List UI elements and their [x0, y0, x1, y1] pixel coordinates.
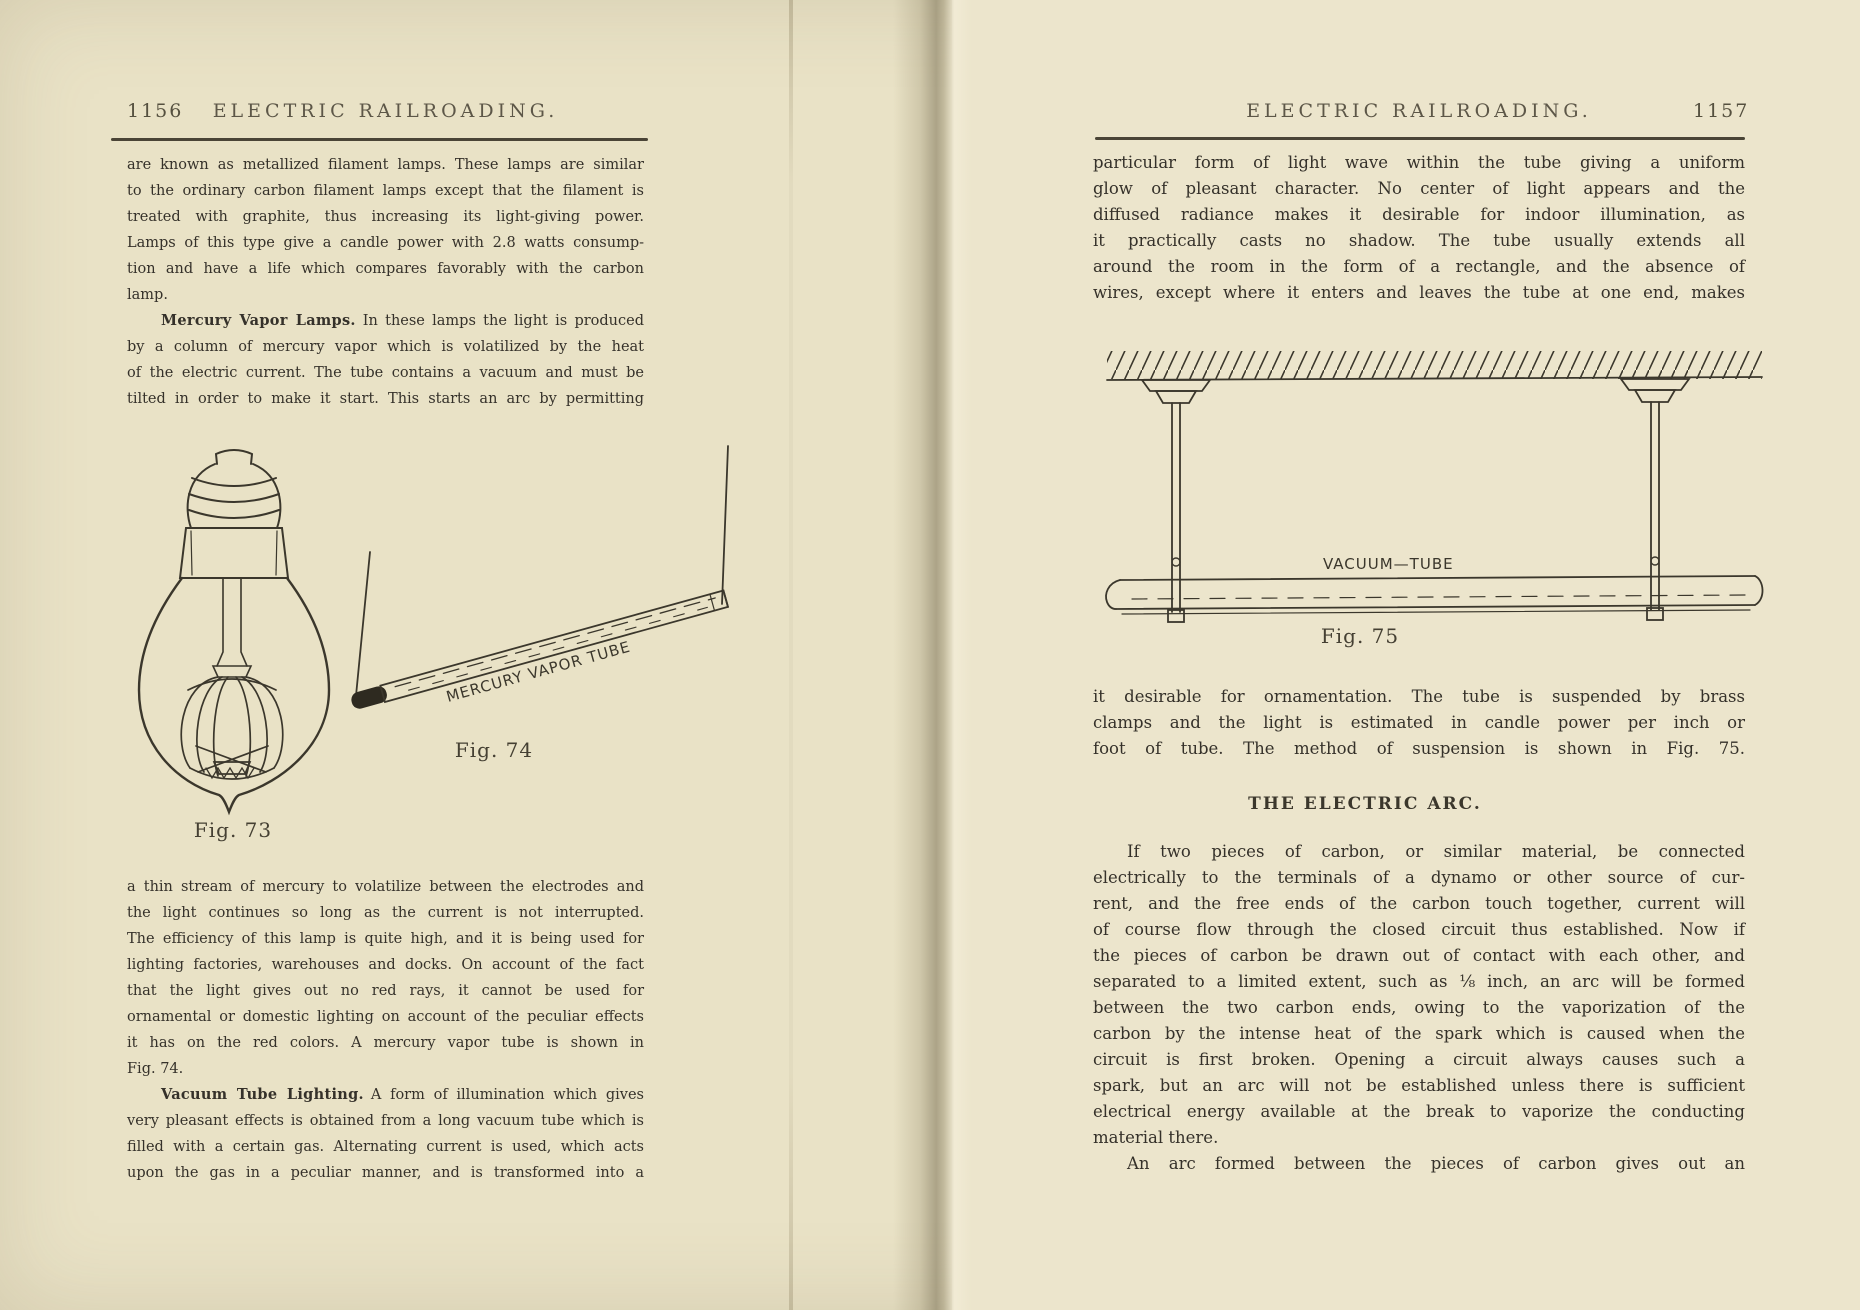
- text-line: filled with a certain gas. Alternating current is used, which acts: [127, 1139, 644, 1155]
- fig75-tube-label: VACUUM—TUBE: [1323, 555, 1454, 573]
- text-line: very pleasant effects is obtained from a long vacuum tube which is: [127, 1113, 644, 1129]
- paragraph-mercury-vapor-lamps: [127, 308, 644, 412]
- text-line: wires, except where it enters and leaves the tube at one end, makes: [1093, 283, 1745, 302]
- text-line: around the room in the form of a rectangle, and the absence of: [1093, 257, 1745, 276]
- paragraph-lead: Vacuum Tube Lighting.: [161, 1086, 364, 1103]
- fig74-caption: Fig. 74: [454, 738, 534, 762]
- page-number-right: 1157: [1693, 100, 1750, 122]
- paragraph-electric-arc: [1093, 839, 1745, 1151]
- fig75-caption: Fig. 75: [1320, 624, 1400, 648]
- text-line: particular form of light wave within the tube giving a uniform: [1093, 153, 1745, 172]
- paragraph-lead: Mercury Vapor Lamps.: [161, 312, 356, 329]
- text-line: glow of pleasant character. No center of light appears and the: [1093, 179, 1745, 198]
- right-wire: [722, 446, 728, 604]
- text-line: electrical energy available at the break to vaporize the conducting: [1093, 1102, 1745, 1121]
- text-line: Fig. 74.: [127, 1061, 184, 1077]
- text-line: of the electric current. The tube contains a vacuum and must be: [127, 365, 644, 381]
- text-line: that the light gives out no red rays, it cannot be used for: [127, 983, 644, 999]
- text-line: are known as metallized filament lamps. These lamps are similar: [127, 157, 644, 173]
- fig75-suspension-illustration: [1090, 342, 1780, 634]
- text-line: spark, but an arc will not be established unless there is sufficient: [1093, 1076, 1745, 1095]
- text-line: the light continues so long as the current is not interrupted.: [127, 905, 644, 921]
- paragraph-arc-formed: [1093, 1151, 1745, 1177]
- text-line: by a column of mercury vapor which is volatilized by the heat: [127, 339, 644, 355]
- text-line: diffused radiance makes it desirable for indoor illumination, as: [1093, 205, 1745, 224]
- vacuum-tube: [1106, 576, 1762, 614]
- running-head-left: ELECTRIC RAILROADING.: [212, 100, 559, 122]
- text-line: Mercury Vapor Lamps. In these lamps the light is produced: [161, 312, 645, 329]
- text-line: Vacuum Tube Lighting. A form of illumination which gives: [161, 1086, 644, 1103]
- text-line: material there.: [1093, 1128, 1219, 1147]
- paragraph-block: [1093, 684, 1745, 762]
- fig73-caption: Fig. 73: [193, 818, 273, 842]
- binding-gutter: [893, 0, 989, 1310]
- paragraph-continuation: [127, 152, 644, 308]
- text-line: of course flow through the closed circuit thus established. Now if: [1093, 920, 1745, 939]
- left-clamp-rod: [1142, 380, 1210, 622]
- text-line: clamps and the light is estimated in candle power per inch or: [1093, 713, 1745, 732]
- mercury-tube-drawing: [350, 446, 728, 711]
- text-line: between the two carbon ends, owing to the vaporization of the: [1093, 998, 1745, 1017]
- text-line: lamp.: [127, 287, 168, 303]
- suspension-drawing: [1106, 351, 1762, 622]
- text-line: circuit is first broken. Opening a circuit always causes such a: [1093, 1050, 1745, 1069]
- text-line: If two pieces of carbon, or similar material, be connected: [1127, 842, 1745, 861]
- text-line: tilted in order to make it start. This starts an arc by permitting: [127, 391, 644, 407]
- paragraph-block: [127, 874, 644, 1186]
- fig74-tube-label: MERCURY VAPOR TUBE: [444, 637, 633, 706]
- text-line: it has on the red colors. A mercury vapor tube is shown in: [127, 1035, 644, 1051]
- left-wire: [355, 552, 370, 706]
- text-line: Lamps of this type give a candle power with 2.8 watts consump-: [127, 235, 644, 251]
- page-crease: [789, 0, 793, 1310]
- text-line: rent, and the free ends of the carbon touch together, current will: [1093, 894, 1745, 913]
- text-line: ornamental or domestic lighting on account of the peculiar effects: [127, 1009, 644, 1025]
- header-rule-left: [111, 138, 648, 141]
- text-line: upon the gas in a peculiar manner, and is transformed into a: [127, 1165, 644, 1181]
- paragraph-block: [1093, 839, 1745, 1177]
- text-line: a thin stream of mercury to volatilize between the electrodes and: [127, 879, 644, 895]
- paragraph-block: [1093, 150, 1745, 306]
- text-line: treated with graphite, thus increasing its light-giving power.: [127, 209, 644, 225]
- text-line: foot of tube. The method of suspension is shown in Fig. 75.: [1093, 739, 1745, 758]
- filament: [181, 677, 282, 779]
- text-line: it practically casts no shadow. The tube usually extends all: [1093, 231, 1745, 250]
- paragraph-block: [127, 152, 644, 412]
- text-line: The efficiency of this lamp is quite high, and it is being used for: [127, 931, 644, 947]
- text-line: separated to a limited extent, such as ⅛ inch, an arc will be formed: [1093, 972, 1745, 991]
- text-line: to the ordinary carbon filament lamps except that the filament is: [127, 183, 644, 199]
- text-line: it desirable for ornamentation. The tube is suspended by brass: [1093, 687, 1745, 706]
- text-line: lighting factories, warehouses and docks. On account of the fact: [127, 957, 644, 973]
- text-line: carbon by the intense heat of the spark which is caused when the: [1093, 1024, 1745, 1043]
- paragraph-vacuum-tube-lighting: [127, 1082, 644, 1186]
- right-clamp-rod: [1621, 379, 1689, 620]
- running-head-right: ELECTRIC RAILROADING.: [1246, 100, 1592, 122]
- header-rule-right: [1095, 137, 1745, 140]
- fig74-mercury-tube-illustration: [288, 438, 763, 738]
- page-number-left: 1156: [127, 100, 184, 122]
- paragraph-ornamentation: [1093, 684, 1745, 762]
- paragraph-mercury-continued: [127, 874, 644, 1082]
- paragraph-vacuum-tube-continued: [1093, 150, 1745, 306]
- text-line: electrically to the terminals of a dynamo or other source of cur-: [1093, 868, 1745, 887]
- ceiling-hatch: [1107, 351, 1762, 379]
- text-line: tion and have a life which compares favorably with the carbon: [127, 261, 644, 277]
- section-heading-electric-arc: THE ELECTRIC ARC.: [1248, 794, 1482, 814]
- text-line: An arc formed between the pieces of carbon gives out an: [1127, 1154, 1745, 1173]
- text-line: the pieces of carbon be drawn out of contact with each other, and: [1093, 946, 1745, 965]
